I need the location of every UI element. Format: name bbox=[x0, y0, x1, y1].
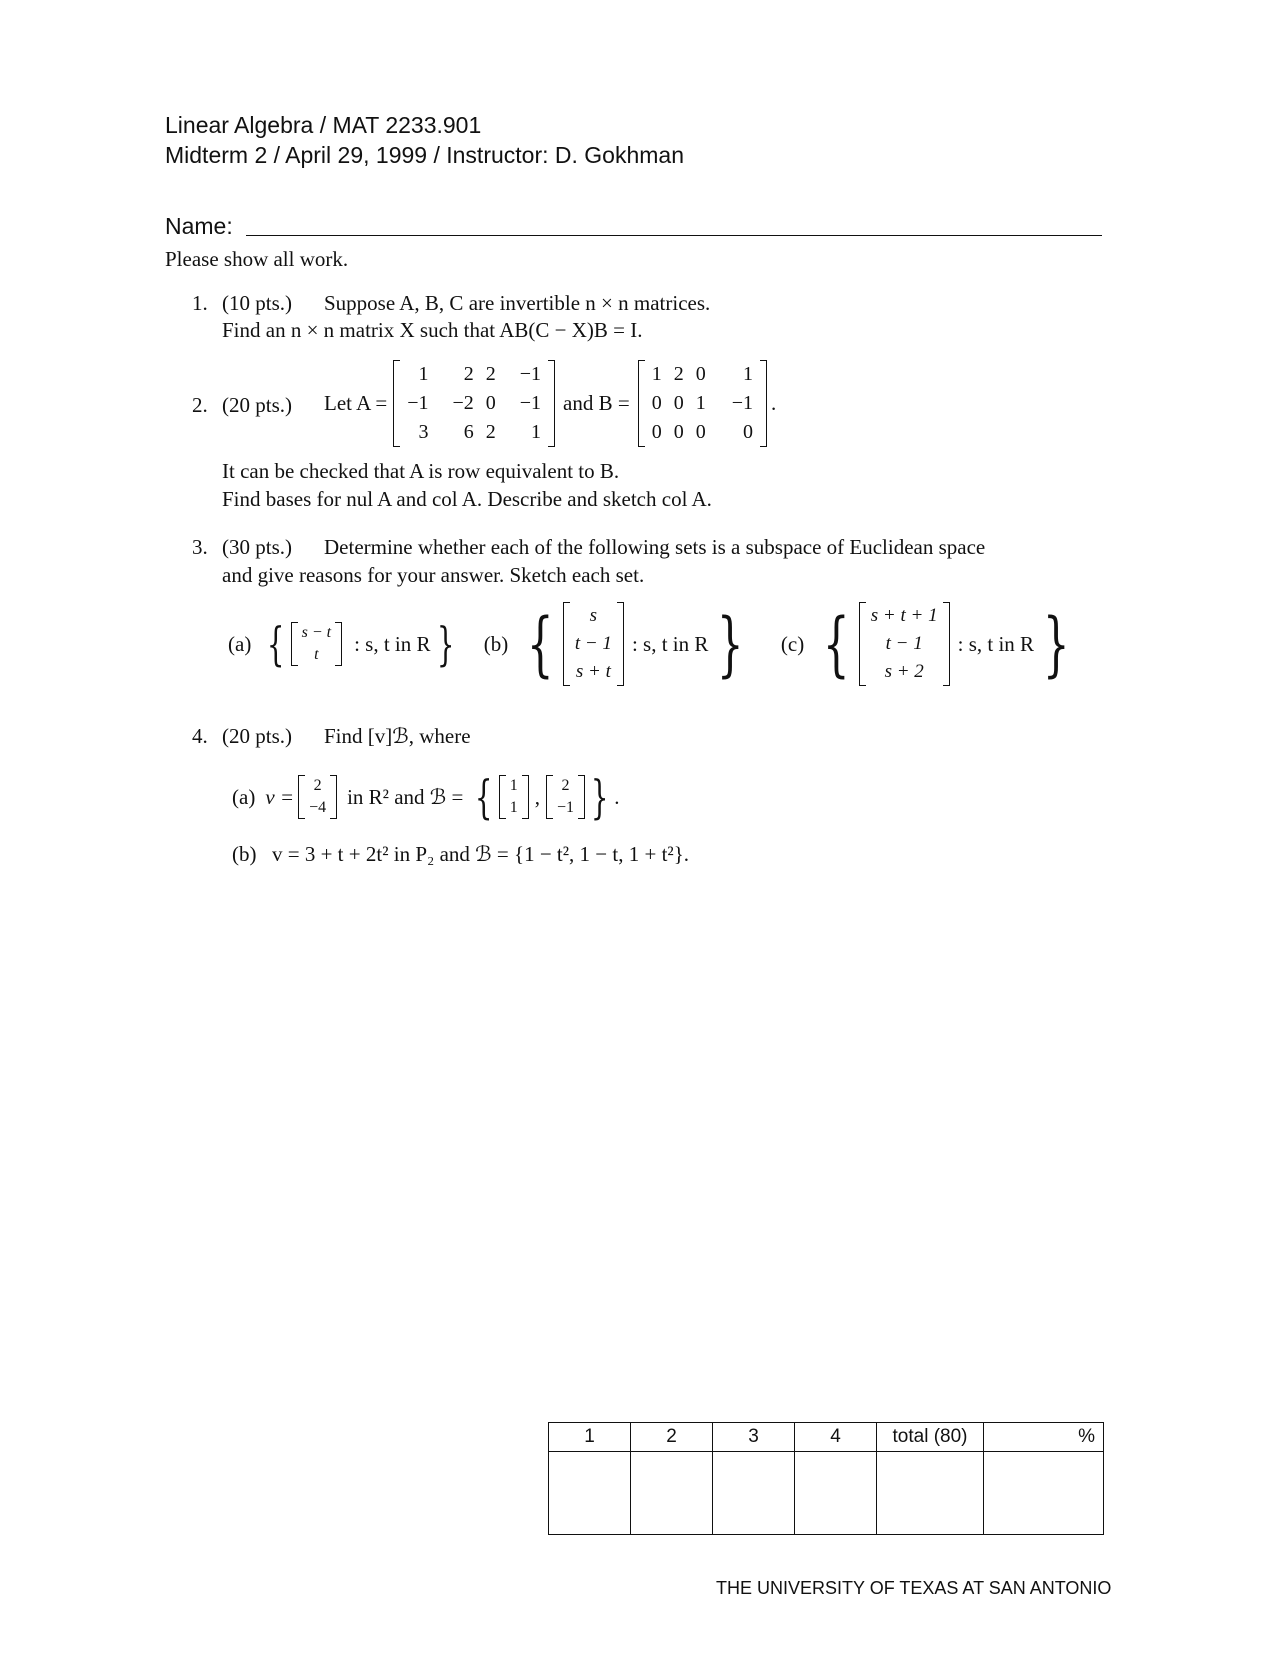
problem-3-number: 3. bbox=[192, 535, 208, 559]
problem-2-points: (20 pts.) bbox=[222, 393, 292, 417]
matrix-b-cell: 0 bbox=[673, 421, 684, 443]
matrix-a-cell: 3 bbox=[418, 421, 429, 443]
set-b-vector bbox=[563, 602, 624, 686]
vector-entry: s + 2 bbox=[884, 661, 924, 682]
problem-3-points: (30 pts.) bbox=[222, 535, 292, 559]
score-cell[interactable] bbox=[631, 1452, 713, 1535]
course-title: Linear Algebra / MAT 2233.901 bbox=[165, 112, 482, 138]
score-header: % bbox=[984, 1423, 1104, 1452]
matrix-b-cell: −1 bbox=[731, 392, 753, 414]
problem-3-line2: and give reasons for your answer. Sketch each set. bbox=[222, 563, 645, 587]
vector-entry: s bbox=[589, 605, 598, 626]
problem-4a: (a) v = 2 −4 in R² and ℬ = { 1 1 , 2 −1 } . bbox=[232, 770, 620, 824]
name-line[interactable] bbox=[246, 235, 1102, 236]
set-b-condition: : s, t in R bbox=[631, 631, 709, 656]
matrix-a-cell: 0 bbox=[485, 392, 496, 414]
basis-vector-1 bbox=[499, 775, 529, 819]
matrix-b-cell: 2 bbox=[673, 363, 684, 385]
vector-entry: 1 bbox=[509, 777, 518, 794]
vector-entry: s − t bbox=[301, 624, 332, 641]
part-a-middle: in R² and ℬ = bbox=[347, 784, 464, 809]
problem-2-matrices: Let A = 1 2 2 −1 −1 −2 0 −1 3 6 2 1 and B = 1 2 0 1 0 0 1 −1 0 0 0 0 . bbox=[324, 360, 776, 447]
score-cell[interactable] bbox=[795, 1452, 877, 1535]
matrix-a-cell: −1 bbox=[519, 363, 542, 385]
problem-4-points: (20 pts.) bbox=[222, 724, 292, 748]
vector-entry: t − 1 bbox=[885, 633, 923, 654]
matrix-a-cell: 6 bbox=[463, 421, 474, 443]
part-b-label: (b) bbox=[232, 842, 257, 866]
matrix-a-cell: 2 bbox=[485, 363, 496, 385]
problem-3-line1: Determine whether each of the following sets is a subspace of Euclidean space bbox=[324, 535, 986, 559]
vector-entry: t − 1 bbox=[574, 633, 612, 654]
matrix-b-cell: 1 bbox=[695, 392, 706, 414]
vector-entry: 2 bbox=[561, 777, 570, 794]
matrix-b bbox=[638, 360, 767, 447]
vector-entry: 2 bbox=[313, 777, 322, 794]
score-header: 4 bbox=[795, 1423, 877, 1452]
matrix-a-cell: −2 bbox=[452, 392, 474, 414]
problem-1-line1: Suppose A, B, C are invertible n × n matrices. bbox=[324, 291, 711, 315]
matrix-b-cell: 0 bbox=[651, 421, 662, 443]
score-cell[interactable] bbox=[984, 1452, 1104, 1535]
matrix-a-cell: −1 bbox=[407, 392, 429, 414]
problem-2-line3: Find bases for nul A and col A. Describe and sketch col A. bbox=[222, 487, 712, 511]
set-c-condition: : s, t in R bbox=[957, 631, 1035, 656]
matrix-a bbox=[393, 360, 555, 447]
matrix-a-cell: 1 bbox=[418, 363, 429, 385]
part-a-label: (a) bbox=[232, 784, 256, 809]
vector-entry: s + t + 1 bbox=[870, 605, 938, 626]
vector-entry: s + t bbox=[575, 661, 611, 682]
problem-2-line2: It can be checked that A is row equivalent to B. bbox=[222, 459, 620, 483]
let-a-label: Let A = bbox=[324, 391, 388, 415]
matrix-a-cell: 2 bbox=[463, 363, 474, 385]
part-b-text: v = 3 + t + 2t² in P₂ and ℬ = {1 − t², 1 − t, 1 + t²}. bbox=[272, 842, 690, 866]
matrix-b-cell: 1 bbox=[742, 363, 753, 385]
set-a-vector bbox=[291, 622, 342, 666]
score-header: 2 bbox=[631, 1423, 713, 1452]
matrix-b-cell: 0 bbox=[695, 421, 706, 443]
problem-1-line2: Find an n × n matrix X such that AB(C − X)B = I. bbox=[222, 318, 643, 342]
vector-entry: −1 bbox=[556, 799, 574, 816]
matrix-b-cell: 0 bbox=[742, 421, 753, 443]
problem-4-number: 4. bbox=[192, 724, 208, 748]
matrix-b-cell: 0 bbox=[651, 392, 662, 414]
set-a-condition: : s, t in R bbox=[354, 631, 431, 656]
problem-2-number: 2. bbox=[192, 393, 208, 417]
vector-entry: −4 bbox=[309, 799, 327, 816]
problem-1-points: (10 pts.) bbox=[222, 291, 292, 315]
and-b-label: and B = bbox=[563, 391, 630, 415]
score-header: 1 bbox=[549, 1423, 631, 1452]
name-label: Name: bbox=[165, 213, 233, 239]
score-table bbox=[548, 1422, 1104, 1535]
matrix-a-cell: 2 bbox=[485, 421, 496, 443]
exam-info: Midterm 2 / April 29, 1999 / Instructor: D. Gokhman bbox=[165, 142, 684, 168]
matrix-b-cell: 0 bbox=[695, 363, 706, 385]
instructions: Please show all work. bbox=[165, 247, 349, 271]
score-cell[interactable] bbox=[877, 1452, 984, 1535]
problem-1-number: 1. bbox=[192, 291, 208, 315]
problem-3-sets: (a) { s − t t : s, t in R } (b) { s t − 1 s + t : s, t in R } (c) { s + t + 1 t − 1 s + 2 : s, t in R } bbox=[228, 603, 1070, 685]
score-header: total (80) bbox=[877, 1423, 984, 1452]
matrix-a-cell: 1 bbox=[531, 421, 542, 443]
basis-vector-2 bbox=[546, 775, 585, 819]
set-c-vector bbox=[859, 602, 950, 686]
set-c-label: (c) bbox=[780, 631, 805, 656]
vector-v bbox=[298, 775, 337, 819]
score-header: 3 bbox=[713, 1423, 795, 1452]
vector-entry: t bbox=[314, 646, 319, 663]
score-cell[interactable] bbox=[713, 1452, 795, 1535]
matrix-b-cell: 0 bbox=[673, 392, 684, 414]
problem-4-line1: Find [v]ℬ, where bbox=[324, 724, 471, 748]
matrix-a-cell: −1 bbox=[519, 392, 542, 414]
score-cell[interactable] bbox=[549, 1452, 631, 1535]
part-a-v: v = bbox=[265, 784, 295, 809]
set-a-label: (a) bbox=[228, 631, 252, 656]
matrix-b-cell: 1 bbox=[651, 363, 662, 385]
set-b-label: (b) bbox=[483, 631, 509, 656]
vector-entry: 1 bbox=[509, 799, 518, 816]
university-footer: THE UNIVERSITY OF TEXAS AT SAN ANTONIO bbox=[716, 1578, 1112, 1598]
